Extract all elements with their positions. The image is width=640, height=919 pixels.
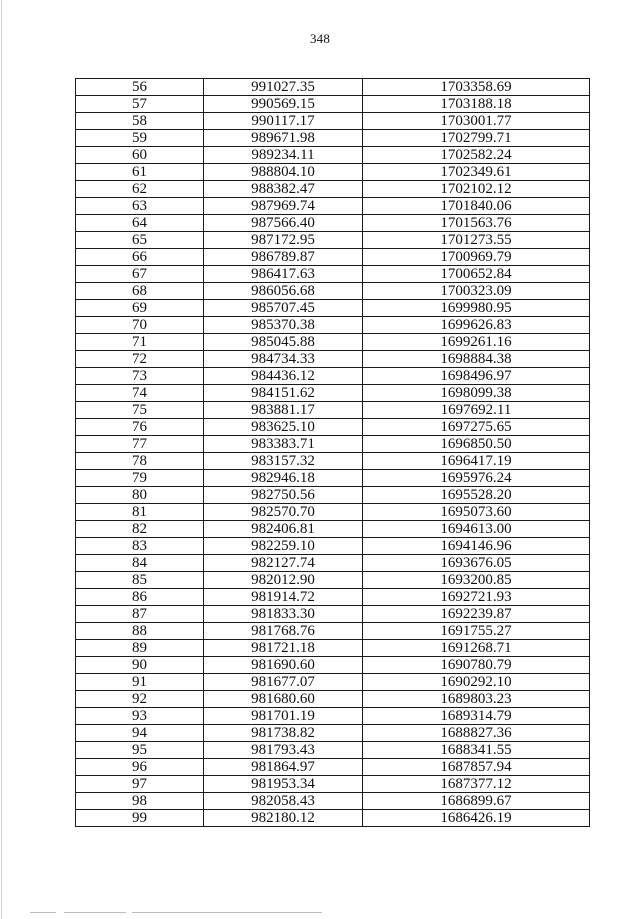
- point-number-cell: 80: [76, 487, 204, 504]
- y-coordinate-cell: 1695528.20: [363, 487, 590, 504]
- table-row: [76, 606, 590, 623]
- x-coordinate-cell: 983383.71: [204, 436, 363, 453]
- x-coordinate-cell: 982127.74: [204, 555, 363, 572]
- y-coordinate-cell: 1699626.83: [363, 317, 590, 334]
- point-number-cell: 56: [76, 79, 204, 96]
- x-coordinate-cell: 981690.60: [204, 657, 363, 674]
- x-coordinate-cell: 983625.10: [204, 419, 363, 436]
- x-coordinate-cell: 982058.43: [204, 793, 363, 810]
- y-coordinate-cell: 1689803.23: [363, 691, 590, 708]
- table-row: [76, 113, 590, 130]
- x-coordinate-cell: 983157.32: [204, 453, 363, 470]
- table-row: [76, 266, 590, 283]
- point-number-cell: 98: [76, 793, 204, 810]
- point-number-cell: 60: [76, 147, 204, 164]
- point-number-cell: 58: [76, 113, 204, 130]
- point-number-cell: 65: [76, 232, 204, 249]
- table-row: [76, 79, 590, 96]
- table-row: [76, 181, 590, 198]
- table-row: [76, 147, 590, 164]
- y-coordinate-cell: 1694146.96: [363, 538, 590, 555]
- table-row: [76, 640, 590, 657]
- x-coordinate-cell: 990569.15: [204, 96, 363, 113]
- point-number-cell: 68: [76, 283, 204, 300]
- y-coordinate-cell: 1689314.79: [363, 708, 590, 725]
- y-coordinate-cell: 1700652.84: [363, 266, 590, 283]
- point-number-cell: 57: [76, 96, 204, 113]
- point-number-cell: 64: [76, 215, 204, 232]
- y-coordinate-cell: 1703001.77: [363, 113, 590, 130]
- table-row: [76, 589, 590, 606]
- x-coordinate-cell: 981864.97: [204, 759, 363, 776]
- y-coordinate-cell: 1695073.60: [363, 504, 590, 521]
- point-number-cell: 63: [76, 198, 204, 215]
- table-row: [76, 164, 590, 181]
- x-coordinate-cell: 988804.10: [204, 164, 363, 181]
- point-number-cell: 88: [76, 623, 204, 640]
- table-row: [76, 232, 590, 249]
- y-coordinate-cell: 1702799.71: [363, 130, 590, 147]
- x-coordinate-cell: 985045.88: [204, 334, 363, 351]
- x-coordinate-cell: 981833.30: [204, 606, 363, 623]
- point-number-cell: 82: [76, 521, 204, 538]
- y-coordinate-cell: 1688827.36: [363, 725, 590, 742]
- point-number-cell: 86: [76, 589, 204, 606]
- x-coordinate-cell: 989671.98: [204, 130, 363, 147]
- point-number-cell: 61: [76, 164, 204, 181]
- y-coordinate-cell: 1688341.55: [363, 742, 590, 759]
- table-row: [76, 776, 590, 793]
- point-number-cell: 66: [76, 249, 204, 266]
- point-number-cell: 84: [76, 555, 204, 572]
- table-row: [76, 538, 590, 555]
- point-number-cell: 67: [76, 266, 204, 283]
- x-coordinate-cell: 991027.35: [204, 79, 363, 96]
- table-row: [76, 691, 590, 708]
- x-coordinate-cell: 981680.60: [204, 691, 363, 708]
- footer-rule: [64, 912, 126, 913]
- x-coordinate-cell: 981721.18: [204, 640, 363, 657]
- x-coordinate-cell: 985370.38: [204, 317, 363, 334]
- y-coordinate-cell: 1703188.18: [363, 96, 590, 113]
- point-number-cell: 93: [76, 708, 204, 725]
- y-coordinate-cell: 1703358.69: [363, 79, 590, 96]
- table-row: [76, 215, 590, 232]
- point-number-cell: 62: [76, 181, 204, 198]
- x-coordinate-cell: 982750.56: [204, 487, 363, 504]
- point-number-cell: 92: [76, 691, 204, 708]
- point-number-cell: 96: [76, 759, 204, 776]
- table-row: [76, 351, 590, 368]
- table-row: [76, 470, 590, 487]
- point-number-cell: 87: [76, 606, 204, 623]
- page-edge: [1, 0, 2, 919]
- table-row: [76, 283, 590, 300]
- x-coordinate-cell: 990117.17: [204, 113, 363, 130]
- y-coordinate-cell: 1693200.85: [363, 572, 590, 589]
- table-row: [76, 504, 590, 521]
- coordinates-table-body: [76, 79, 590, 827]
- table-row: [76, 96, 590, 113]
- table-row: [76, 402, 590, 419]
- x-coordinate-cell: 982259.10: [204, 538, 363, 555]
- y-coordinate-cell: 1692721.93: [363, 589, 590, 606]
- point-number-cell: 76: [76, 419, 204, 436]
- y-coordinate-cell: 1699261.16: [363, 334, 590, 351]
- x-coordinate-cell: 981701.19: [204, 708, 363, 725]
- point-number-cell: 85: [76, 572, 204, 589]
- table-row: [76, 130, 590, 147]
- table-row: [76, 300, 590, 317]
- y-coordinate-cell: 1699980.95: [363, 300, 590, 317]
- y-coordinate-cell: 1700969.79: [363, 249, 590, 266]
- table-row: [76, 623, 590, 640]
- table-row: [76, 317, 590, 334]
- footer-rule: [30, 912, 56, 913]
- x-coordinate-cell: 982180.12: [204, 810, 363, 827]
- y-coordinate-cell: 1690292.10: [363, 674, 590, 691]
- x-coordinate-cell: 981953.34: [204, 776, 363, 793]
- point-number-cell: 81: [76, 504, 204, 521]
- point-number-cell: 70: [76, 317, 204, 334]
- point-number-cell: 72: [76, 351, 204, 368]
- x-coordinate-cell: 987172.95: [204, 232, 363, 249]
- x-coordinate-cell: 988382.47: [204, 181, 363, 198]
- point-number-cell: 73: [76, 368, 204, 385]
- x-coordinate-cell: 984151.62: [204, 385, 363, 402]
- table-row: [76, 368, 590, 385]
- y-coordinate-cell: 1690780.79: [363, 657, 590, 674]
- point-number-cell: 90: [76, 657, 204, 674]
- table-row: [76, 674, 590, 691]
- point-number-cell: 71: [76, 334, 204, 351]
- point-number-cell: 75: [76, 402, 204, 419]
- y-coordinate-cell: 1696417.19: [363, 453, 590, 470]
- x-coordinate-cell: 984734.33: [204, 351, 363, 368]
- point-number-cell: 77: [76, 436, 204, 453]
- x-coordinate-cell: 981914.72: [204, 589, 363, 606]
- table-row: [76, 725, 590, 742]
- y-coordinate-cell: 1702582.24: [363, 147, 590, 164]
- table-row: [76, 708, 590, 725]
- table-row: [76, 793, 590, 810]
- table-row: [76, 453, 590, 470]
- table-row: [76, 249, 590, 266]
- y-coordinate-cell: 1698496.97: [363, 368, 590, 385]
- table-row: [76, 742, 590, 759]
- table-row: [76, 810, 590, 827]
- y-coordinate-cell: 1686899.67: [363, 793, 590, 810]
- point-number-cell: 95: [76, 742, 204, 759]
- x-coordinate-cell: 981738.82: [204, 725, 363, 742]
- x-coordinate-cell: 982012.90: [204, 572, 363, 589]
- coordinates-table: [75, 78, 590, 827]
- y-coordinate-cell: 1701273.55: [363, 232, 590, 249]
- x-coordinate-cell: 982946.18: [204, 470, 363, 487]
- table-row: [76, 521, 590, 538]
- point-number-cell: 59: [76, 130, 204, 147]
- x-coordinate-cell: 987969.74: [204, 198, 363, 215]
- y-coordinate-cell: 1694613.00: [363, 521, 590, 538]
- point-number-cell: 99: [76, 810, 204, 827]
- point-number-cell: 74: [76, 385, 204, 402]
- y-coordinate-cell: 1691755.27: [363, 623, 590, 640]
- y-coordinate-cell: 1702349.61: [363, 164, 590, 181]
- y-coordinate-cell: 1698884.38: [363, 351, 590, 368]
- point-number-cell: 83: [76, 538, 204, 555]
- y-coordinate-cell: 1698099.38: [363, 385, 590, 402]
- x-coordinate-cell: 986789.87: [204, 249, 363, 266]
- y-coordinate-cell: 1691268.71: [363, 640, 590, 657]
- point-number-cell: 78: [76, 453, 204, 470]
- y-coordinate-cell: 1687377.12: [363, 776, 590, 793]
- point-number-cell: 69: [76, 300, 204, 317]
- x-coordinate-cell: 982570.70: [204, 504, 363, 521]
- x-coordinate-cell: 981768.76: [204, 623, 363, 640]
- x-coordinate-cell: 981793.43: [204, 742, 363, 759]
- y-coordinate-cell: 1701563.76: [363, 215, 590, 232]
- y-coordinate-cell: 1701840.06: [363, 198, 590, 215]
- x-coordinate-cell: 989234.11: [204, 147, 363, 164]
- page-number: 348: [309, 31, 331, 46]
- y-coordinate-cell: 1695976.24: [363, 470, 590, 487]
- y-coordinate-cell: 1693676.05: [363, 555, 590, 572]
- y-coordinate-cell: 1692239.87: [363, 606, 590, 623]
- table-row: [76, 555, 590, 572]
- x-coordinate-cell: 983881.17: [204, 402, 363, 419]
- footer-rule: [132, 912, 322, 913]
- point-number-cell: 79: [76, 470, 204, 487]
- point-number-cell: 94: [76, 725, 204, 742]
- point-number-cell: 91: [76, 674, 204, 691]
- y-coordinate-cell: 1686426.19: [363, 810, 590, 827]
- x-coordinate-cell: 986056.68: [204, 283, 363, 300]
- y-coordinate-cell: 1697692.11: [363, 402, 590, 419]
- x-coordinate-cell: 982406.81: [204, 521, 363, 538]
- x-coordinate-cell: 985707.45: [204, 300, 363, 317]
- table-row: [76, 487, 590, 504]
- point-number-cell: 89: [76, 640, 204, 657]
- x-coordinate-cell: 981677.07: [204, 674, 363, 691]
- x-coordinate-cell: 987566.40: [204, 215, 363, 232]
- table-row: [76, 759, 590, 776]
- table-row: [76, 198, 590, 215]
- y-coordinate-cell: 1696850.50: [363, 436, 590, 453]
- y-coordinate-cell: 1700323.09: [363, 283, 590, 300]
- table-row: [76, 657, 590, 674]
- y-coordinate-cell: 1687857.94: [363, 759, 590, 776]
- y-coordinate-cell: 1702102.12: [363, 181, 590, 198]
- table-row: [76, 436, 590, 453]
- x-coordinate-cell: 984436.12: [204, 368, 363, 385]
- table-row: [76, 385, 590, 402]
- x-coordinate-cell: 986417.63: [204, 266, 363, 283]
- point-number-cell: 97: [76, 776, 204, 793]
- table-row: [76, 419, 590, 436]
- y-coordinate-cell: 1697275.65: [363, 419, 590, 436]
- table-row: [76, 334, 590, 351]
- table-row: [76, 572, 590, 589]
